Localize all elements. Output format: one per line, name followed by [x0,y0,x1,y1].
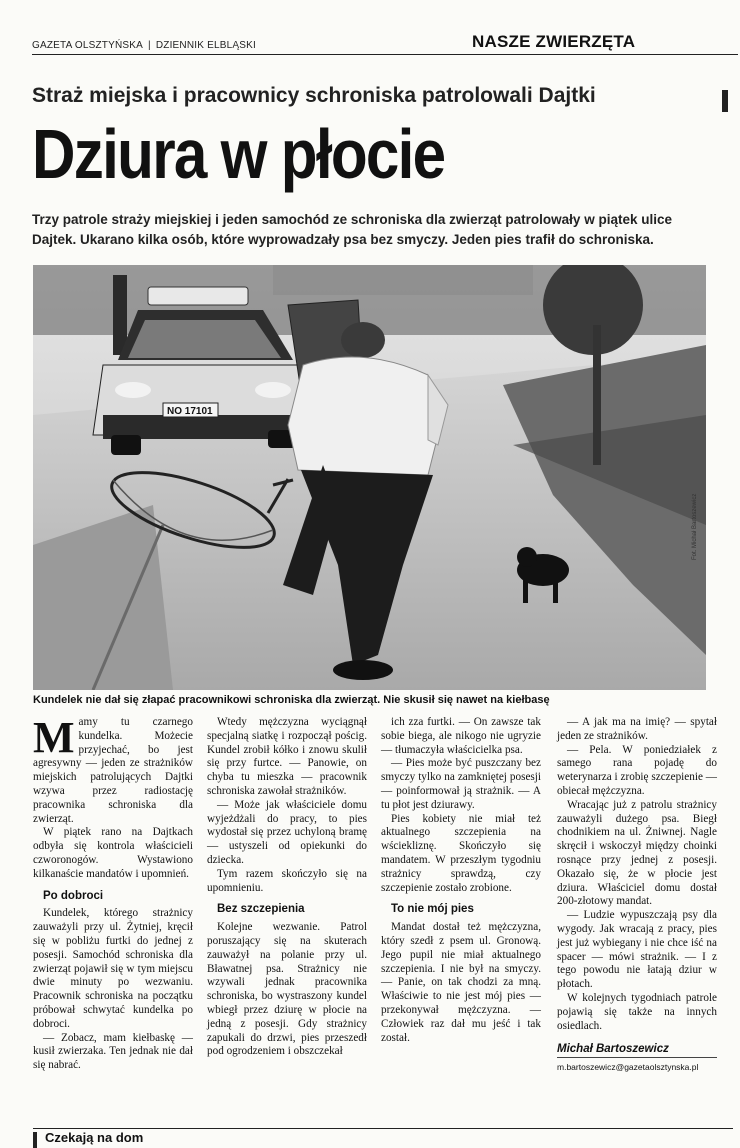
page-edge-marker [722,90,728,112]
body-paragraph: — Pela. W poniedziałek z samego rana pojadę do weterynarza i zrobię szczepienie — obiecał mężczyzna. [557,743,717,797]
article-overline: Straż miejska i pracownicy schroniska patrolowali Dajtki [32,84,596,107]
article-photo [33,265,706,690]
body-paragraph: — Pies może być puszczany bez smyczy tylko na zamkniętej posesji — poinformował ją strażnik. — A tu płot jest dziurawy. [381,757,541,811]
paper-name-elblaski: DZIENNIK ELBLĄSKI [155,40,256,51]
text-column-1 [33,713,193,1073]
body-paragraph: — Może jak właściciele domu wyjeżdżali do pracy, to pies wydostał się przez uchyloną bramę — ustyszeli od opiekunki do dziecka. [207,798,367,866]
body-paragraph: Kundelek, którego strażnicy zauważyli przy ul. Żytniej, kręcił się w pobliżu furtki do jednej z posesji. Samochód schroniska dla zwierząt pojawił się w tym miejscu dwie minuty po wezwaniu. Pracownik schroniska na początku próbował schwytać kundelka po dobroci. [33,907,193,1030]
text-column-4 [557,716,717,1075]
section-title: NASZE ZWIERZĘTA [472,32,636,51]
subheading-to-nie-moj-pies: To nie mój pies [391,903,474,916]
body-paragraph: Kolejne wezwanie. Patrol poruszający się na skuterach zauważył na polanie przy ul. Bławatnej psa. Strażnicy nie wzywali jednak pracownika schroniska, bo wystraszony kundel wbiegł przez dziurę w płocie na jedną z posesji. Gdy strażnicy zapukali do drzwi, pies przeszedł pod ogrodzeniem i obszczekał [207,921,367,1058]
body-paragraph: — Zobacz, mam kiełbaskę — kusił zwierzaka. Ten jednak nie dał się nabrać. [33,1031,193,1072]
body-paragraph: W kolejnych tygodniach patrole pojawią się także na innych osiedlach. [557,991,717,1032]
body-paragraph: ich zza furtki. — On zawsze tak sobie biega, ale nikogo nie ugryzie — tłumaczyła właścicielka psa. [381,716,541,756]
paper-name-olsztynska: GAZETA OLSZTYŃSKA [32,40,144,51]
subheading-bez-szczepienia: Bez szczepienia [217,903,305,916]
photo-credit: Fot. Michał Bartoszewicz [692,493,698,560]
body-paragraph: W piątek rano na Dajtkach odbyła się kontrola właścicieli czworonogów. Wystawiono kilkanaście mandatów i upomnień. [33,826,193,880]
masthead [32,32,738,55]
article-body [33,713,719,1116]
teaser-marker [33,1132,37,1148]
photo-caption: Kundelek nie dał się złapać pracownikowi schroniska dla zwierząt. Nie skusił się nawet na kiełbasę [33,694,550,706]
author-byline: Michał Bartoszewicz [557,1043,717,1058]
dropcap: M [33,713,75,762]
author-email[interactable]: m.bartoszewicz@gazetaolsztynska.pl [557,1062,699,1073]
body-paragraph: Tym razem skończyło się na upomnieniu. [207,867,367,894]
article-headline: Dziura w płocie [32,115,445,193]
masthead-separator: | [148,40,151,51]
body-paragraph-text: amy tu czarnego kundelka. Możecie przyjechać, bo jest agresywny — jeden ze strażników miejskich patrolujących Dajtki wzywa przez radiostację pracownika schroniska dla zwierząt. [33,716,193,825]
text-column-2 [207,716,367,1059]
next-article-teaser [33,1128,733,1148]
masthead-papers [32,40,256,51]
body-paragraph [33,713,193,826]
next-article-title: Czekają na dom [45,1130,144,1145]
body-paragraph: Wtedy mężczyzna wyciągnął specjalną siatkę i rozpoczął pościg. Kundel zrobił kółko i znowu skulił się przy furtce. — Panowie, on chyba tu mieszka — pracownik schroniska zawołał strażników. [207,716,367,797]
subheading-po-dobroci: Po dobroci [43,889,104,902]
body-paragraph: Wracając już z patrolu strażnicy zauważyli dużego psa. Biegł chodnikiem na ul. Żniwnej. Nagle skręcił i wskoczył między choinki rosnące przy jednej z posesji. Okazało się, że w płocie jest dziura. Właściciel domu dostał 200-złotowy mandat. [557,798,717,908]
body-paragraph: — A jak ma na imię? — spytał jeden ze strażników. [557,716,717,742]
license-plate: NO 17101 [167,406,213,417]
photo-illustration [33,265,706,690]
body-paragraph: Mandat dostał też mężczyzna, który szedł z psem ul. Gronową. Jego pupil nie miał aktualnego szczepienia. I nie był na smyczy. — Panie, on tak chodzi za mną. Właściwie to nie jest mój pies — przekonywał mężczyzna. — Człowiek raz dał mu jeść i tak został. [381,921,541,1044]
article-lead: Trzy patrole straży miejskiej i jeden samochód ze schroniska dla zwierząt patrolowały w piątek ulice Dajtek. Ukarano kilka osób, które wyprowadzały psa bez smyczy. Jeden pies trafił do schroniska. [32,212,672,247]
text-column-3 [381,716,541,1045]
body-paragraph: — Ludzie wypuszczają psy dla wygody. Jak wracają z pracy, pies jest już wybiegany i nie chce iść na spacer — mówi strażnik. — I z tego powodu nie łatają dziur w płotach. [557,909,717,991]
body-paragraph: Pies kobiety nie miał też aktualnego szczepienia na wściekliznę. Skończyło się mandatem. W przeszłym tygodniu strażnicy sprawdzą, czy szczepienie zostało zrobione. [381,812,541,894]
